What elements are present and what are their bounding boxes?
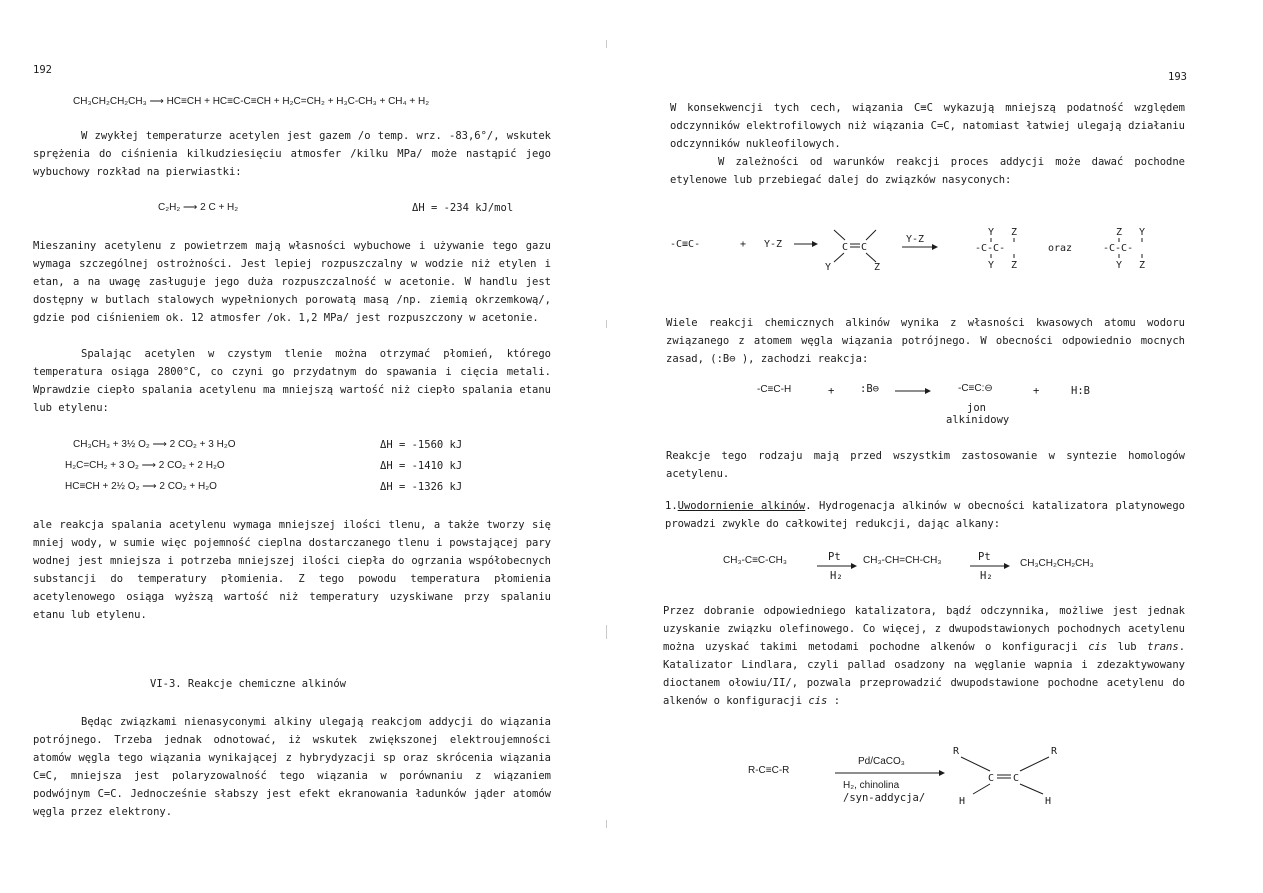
text-run: cis xyxy=(1088,641,1108,653)
scheme-reactant: -C≡C- xyxy=(670,239,701,250)
right-page xyxy=(620,0,1263,893)
text-run: lub xyxy=(1107,641,1148,653)
sub-h: H xyxy=(1045,796,1052,806)
decomposition-enthalpy: ΔH = -234 kJ/mol xyxy=(412,202,514,214)
paragraph: Wiele reakcji chemicznych alkinów wynika z własności kwasowych atomu wodoru związanego z atomem węgla wiązania potrójnego. W obecności odpowiednio mocnych zasad, (:B⊖ ), zachodzi reakcja: xyxy=(666,317,1185,365)
alkene-c2: C xyxy=(1013,773,1020,784)
decomposition-equation: C₂H₂ ⟶ 2 C + H₂ xyxy=(158,202,239,213)
text-run: Przez dobranie odpowiedniego katalizatora, bądź odczynnika, możliwe jest jednak uzyskanie związku olefinowego. Co więcej, z dwupodstawionych pochodnych acetylenu można uzyskać takimi metodami pochodne alkenów o konfiguracji xyxy=(663,605,1185,653)
combustion-equation: HC≡CH + 2½ O₂ ⟶ 2 CO₂ + H₂O xyxy=(65,481,217,492)
page-number: 192 xyxy=(33,64,52,76)
text-run: : xyxy=(827,695,841,707)
arrow-head xyxy=(812,241,818,247)
scheme-base: :B⊖ xyxy=(860,383,879,395)
reagent-label: H₂ xyxy=(980,570,993,582)
paragraph: ale reakcja spalania acetylenu wymaga mniejszej ilości tlenu, a także tworzy się mniej wody, w sumie więc pojemność cieplna dostarczanego tlenu i powstającej pary wodnej jest mniejsza i potrzeba mniejszej ilości ciepła do ogrzania współobecnych substancji do temperatury płomienia. Z tego powodu temperatura płomienia acetylenowego osiąga wyższą wartość niż temperatury uzyskiwane przy spalaniu etanu lub etylenu. xyxy=(33,519,551,621)
combustion-enthalpy: ΔH = -1560 kJ xyxy=(380,439,463,451)
reaction-arrow xyxy=(895,386,931,396)
sub-y: Y xyxy=(1139,227,1146,238)
product-carbons: -C-C- xyxy=(1103,243,1134,254)
paragraph: Reakcje tego rodzaju mają przed wszystkim zastosowanie w syntezie homologów acetylenu. xyxy=(666,450,1185,480)
paragraph: W zwykłej temperaturze acetylen jest gazem /o temp. wrz. -83,6°/, wskutek sprężenia do ciśnienia kilkudziesięciu atmosfer /kilku MPa/ może nastąpić jego wybuchowy rozkład na pierwiastki: xyxy=(33,130,551,178)
combustion-enthalpy: ΔH = -1410 kJ xyxy=(380,460,463,472)
alkene-c1: C xyxy=(988,773,995,784)
page-number: 193 xyxy=(1168,71,1187,83)
scheme-byproduct: H:B xyxy=(1071,385,1090,397)
left-page xyxy=(0,0,620,893)
scheme-plus: + xyxy=(828,385,835,397)
paragraph: W konsekwencji tych cech, wiązania C≡C wykazują mniejszą podatność względem odczynników elektrofilowych niż wiązania C=C, natomiast łatwiej ulegają działaniu odczynników nukleofilowych. xyxy=(670,102,1185,150)
cis-alkene-structure xyxy=(945,744,1065,806)
paragraph: Mieszaniny acetylenu z powietrzem mają własności wybuchowe i używanie tego gazu wymaga szczególnej ostrożności. Jest lepiej rozpuszczalny w wodzie niż etylen i etan, a na uwagę zasługuje jego duża rozpuszczalność w acetonie. W handlu jest dostępny w butlach stalowych wypełnionych porowatą masą /np. ziemią okrzemkową/, gdzie pod ciśnieniem ok. 12 atmosfer /ok. 1,2 MPa/ jest rozpuszczony w acetonie. xyxy=(33,240,551,324)
section-text: . Hydrogenacja alkinów w obecności katalizatora platynowego prowadzi zwykle do całkowitej redukcji, dając alkany: xyxy=(665,500,1185,530)
section-number: 1. xyxy=(665,500,678,512)
bond xyxy=(1020,757,1049,771)
sub-z: Z xyxy=(874,262,881,273)
combustion-enthalpy: ΔH = -1326 kJ xyxy=(380,481,463,493)
combustion-equation: CH₃CH₃ + 3½ O₂ ⟶ 2 CO₂ + 3 H₂O xyxy=(73,439,236,450)
condition-label: /syn-addycja/ xyxy=(843,792,926,804)
reaction-arrow xyxy=(835,768,945,778)
section-title: Uwodornienie alkinów xyxy=(677,500,806,512)
scheme-product: -C≡C:⊖ xyxy=(958,383,993,394)
scheme-butene: CH₃-CH=CH-CH₃ xyxy=(863,555,942,566)
scheme-butyne: CH₃-C≡C-CH₃ xyxy=(723,555,787,566)
scheme-butane: CH₃CH₂CH₂CH₃ xyxy=(1020,558,1094,569)
scheme-reactant: -C≡C-H xyxy=(757,384,792,395)
bond xyxy=(866,253,876,262)
sub-z: Z xyxy=(1139,260,1146,271)
paragraph xyxy=(663,602,1185,710)
addition-scheme xyxy=(670,220,1190,280)
sub-y: Y xyxy=(825,262,832,273)
bond xyxy=(834,253,844,262)
catalyst-label: Pt xyxy=(978,551,991,563)
product-label: jon xyxy=(967,402,986,414)
sub-y: Y xyxy=(988,227,995,238)
section-heading: VI-3. Reakcje chemiczne alkinów xyxy=(150,678,346,690)
alkene-c1: C xyxy=(842,242,849,253)
reagent-label: H₂ xyxy=(830,570,843,582)
cracking-equation: CH₃CH₂CH₂CH₃ ⟶ HC≡CH + HC≡C-C≡CH + H₂C=CH₂ + H₃C-CH₃ + CH₄ + H₂ xyxy=(73,96,430,107)
sub-z: Z xyxy=(1011,227,1018,238)
bond xyxy=(834,230,845,240)
product-carbons: -C-C- xyxy=(975,243,1006,254)
bond xyxy=(961,757,990,771)
sub-h: H xyxy=(959,796,966,806)
sub-r: R xyxy=(953,746,960,757)
paragraph: Spalając acetylen w czystym tlenie można otrzymać płomień, którego temperatura osiąga 2800°C, co czyni go przydatnym do spawania i cięcia metali. Wprawdzie ciepło spalania acetylenu ma mniejszą wartość niż ciepło spalania etanu lub etylenu: xyxy=(33,348,551,414)
section-paragraph xyxy=(665,497,1185,533)
condition-label: H₂, chinolina xyxy=(843,780,900,791)
sub-y: Y xyxy=(1116,260,1123,271)
scheme-reactant: R-C≡C-R xyxy=(748,765,790,776)
bond xyxy=(1020,784,1043,794)
scheme-reagent: Y-Z xyxy=(764,239,783,250)
product-label: alkinidowy xyxy=(946,414,1010,426)
catalyst-label: Pd/CaCO₃ xyxy=(858,756,905,767)
paragraph: Będąc związkami nienasyconymi alkiny ulegają reakcjom addycji do wiązania potrójnego. Trzeba jednak odnotować, iż wskutek zwiększonej elektroujemności atomów węgla tego wiązania wynikającej z hybrydyzacji sp oraz skrócenia wiązania C≡C, mniejsza jest polaryzowalność tego wiązania w porównaniu z wiązaniem podwójnym C=C. Jednocześnie słabszy jest efekt ekranowania ładunków jąder atomów węgla przez elektrony. xyxy=(33,716,551,818)
arrow-head xyxy=(932,244,938,250)
text-run: cis xyxy=(808,695,828,707)
oraz-label: oraz xyxy=(1048,243,1073,254)
text-run: . Katalizator Lindlara, czyli pallad osadzony na węglanie wapnia i zdezaktywowany dioctanem ołowiu/II/, pozwala przeprowadzić dwupodstawione pochodne acetylenu do alkenów o konfiguracji xyxy=(663,641,1186,707)
bond xyxy=(866,230,876,240)
combustion-equation: H₂C=CH₂ + 3 O₂ ⟶ 2 CO₂ + 2 H₂O xyxy=(65,460,225,471)
arrow-label: Y-Z xyxy=(906,234,925,245)
sub-y: Y xyxy=(988,260,995,271)
alkene-c2: C xyxy=(861,242,868,253)
catalyst-label: Pt xyxy=(828,551,841,563)
scheme-plus: + xyxy=(1033,385,1040,397)
paragraph: W zależności od warunków reakcji proces addycji może dawać pochodne etylenowe lub przebiegać dalej do związków nasyconych: xyxy=(670,156,1185,186)
sub-z: Z xyxy=(1116,227,1123,238)
sub-z: Z xyxy=(1011,260,1018,271)
scheme-plus: + xyxy=(740,239,747,250)
bond xyxy=(973,784,990,794)
sub-r: R xyxy=(1051,746,1058,757)
text-run: trans xyxy=(1147,641,1179,653)
